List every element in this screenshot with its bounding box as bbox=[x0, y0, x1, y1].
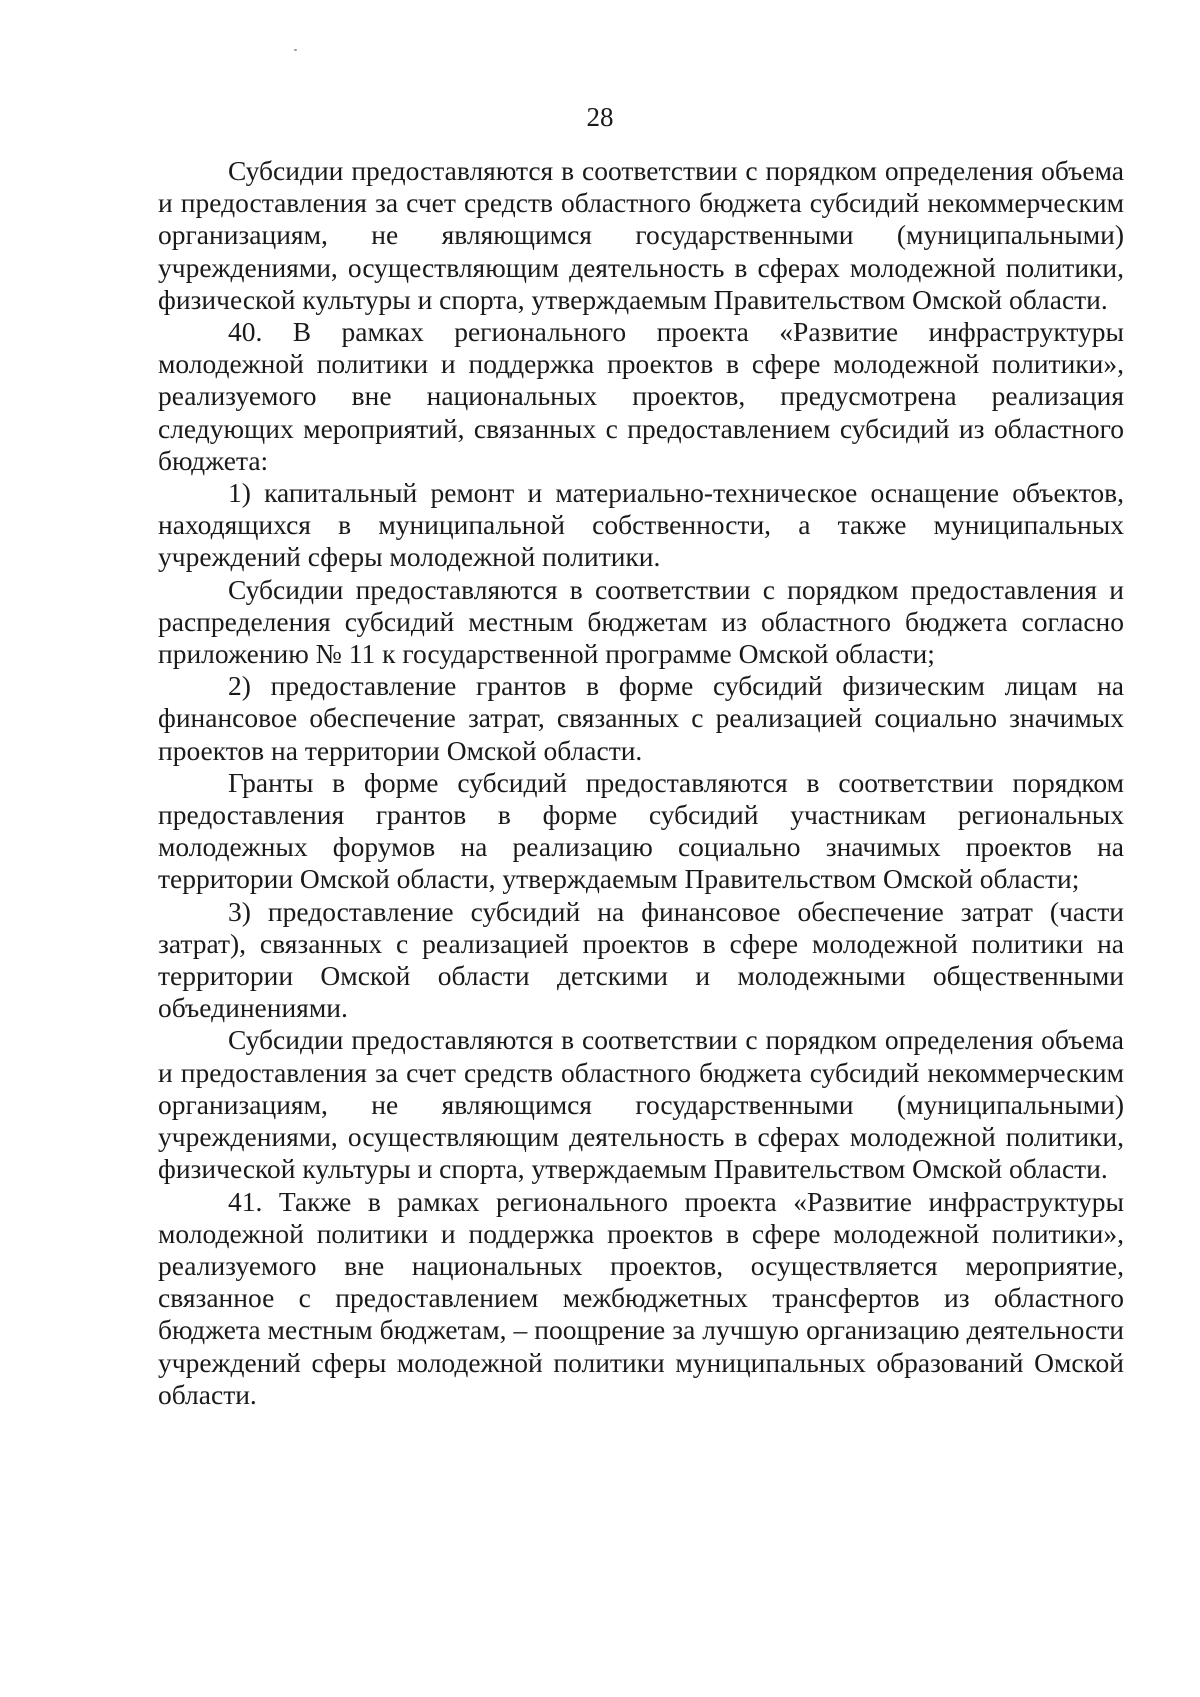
paragraph-item-41: 41. Также в рамках регионального проекта «Развитие инфраструктуры молодежной политики и поддержка проектов в сфере молодежной политики», реализуемого вне национальных проектов, осуществляется мероприятие, связанное с предоставлением межбюджетных трансфертов из областного бюджета местным бюджетам, – поощрение за лучшую организацию деятельности учреждений сферы молодежной политики муниципальных образований Омской области. bbox=[158, 1185, 1124, 1410]
paragraph-subsidies-local-budgets: Субсидии предоставляются в соответствии с порядком предоставления и распределения субсидий местным бюджетам из областного бюджета согласно приложению № 11 к государственной программе Омской области; bbox=[158, 573, 1124, 670]
paragraph-grants: Гранты в форме субсидий предоставляются в соответствии порядком предоставления грантов в форме субсидий участникам региональных молодежных форумов на реализацию социально значимых проектов на территории Омской области, утверждаемым Правительством Омской области; bbox=[158, 766, 1124, 895]
paragraph-subitem-2: 2) предоставление грантов в форме субсидий физическим лицам на финансовое обеспечение затрат, связанных с реализацией социально значимых проектов на территории Омской области. bbox=[158, 670, 1124, 766]
paragraph-subsidies-nko-1: Субсидии предоставляются в соответствии с порядком определения объема и предоставления за счет средств областного бюджета субсидий некоммерческим организациям, не являющимся государственными (муниципальными) учреждениями, осуществляющим деятельность в сферах молодежной политики, физической культуры и спорта, утверждаемым Правительством Омской области. bbox=[158, 155, 1124, 315]
paragraph-subitem-1: 1) капитальный ремонт и материально-техническое оснащение объектов, находящихся в муниципальной собственности, а также муниципальных учреждений сферы молодежной политики. bbox=[158, 477, 1124, 573]
page-number: 28 bbox=[586, 102, 614, 132]
paragraph-subsidies-nko-2: Субсидии предоставляются в соответствии с порядком определения объема и предоставления за счет средств областного бюджета субсидий некоммерческим организациям, не являющимся государственными (муниципальными) учреждениями, осуществляющим деятельность в сферах молодежной политики, физической культуры и спорта, утверждаемым Правительством Омской области. bbox=[158, 1024, 1124, 1185]
paragraph-subitem-3: 3) предоставление субсидий на финансовое обеспечение затрат (части затрат), связанных с реализацией проектов в сфере молодежной политики на территории Омской области детскими и молодежными общественными объединениями. bbox=[158, 895, 1124, 1024]
document-body bbox=[158, 155, 1124, 1411]
scan-speck bbox=[294, 49, 297, 51]
paragraph-item-40: 40. В рамках регионального проекта «Развитие инфраструктуры молодежной политики и поддержка проектов в сфере молодежной политики», реализуемого вне национальных проектов, предусмотрена реализация следующих мероприятий, связанных с предоставлением субсидий из областного бюджета: bbox=[158, 316, 1124, 476]
